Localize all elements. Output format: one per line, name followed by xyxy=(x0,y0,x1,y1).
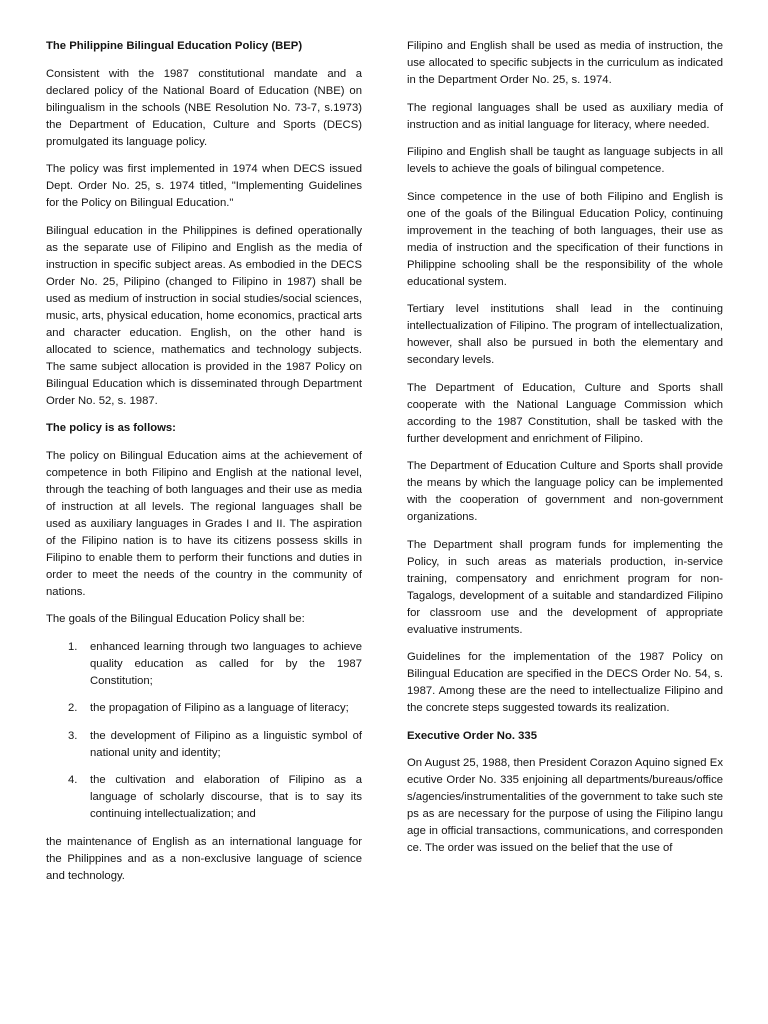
goal-item: 1. enhanced learning through two languages to achieve quality education as called for by the 1987 Constitution; xyxy=(68,640,362,687)
paragraph-executive-order: On August 25, 1988, then President Corazon Aquino signed Executive Order No. 335 enjoining all departments/bureaus/offices/agencies/instrumentalities of the government to take such steps as are necessary for the purpose of using the Filipino language in official transactions, communications, and correspondence. The order was issued on the belief that the use of xyxy=(407,757,723,854)
paragraph-language-commission: The Department of Education, Culture and Sports shall cooperate with the National Language Commission which according to the 1987 Constitution, shall be tasked with the further development and enrichment of Filipino. xyxy=(407,381,723,445)
goal-item: 4. the cultivation and elaboration of Filipino as a language of scholarly discourse, that is to say its continuing intellectualization; and xyxy=(68,774,362,820)
paragraph-definition: Bilingual education in the Philippines is defined operationally as the separate use of Filipino and English as the media of instruction in specific subject areas. As embodied in the DECS Order No. 25, Pilipino (changed to Filipino in 1987) shall be used as medium of instruction in social studies/social sciences, music, arts, physical education, home economics, practical arts and character education. English, on the other hand is allocated to science, mathematics and technology subjects. The same subject allocation is provided in the 1987 Policy on Bilingual Education which is disseminated through Department Order No. 52, s. 1987. xyxy=(46,224,362,407)
paragraph-english-maintenance: the maintenance of English as an international language for the Philippines and as a non-exclusive language of science and technology. xyxy=(46,835,362,882)
policy-heading: The policy is as follows: xyxy=(46,422,176,434)
paragraph-tertiary: Tertiary level institutions shall lead in the continuing intellectualization of Filipino. The program of intellectualization, however, shall also be pursued in both the elementary and secondary levels. xyxy=(407,303,723,366)
goals-list xyxy=(46,639,362,824)
paragraph-regional-languages: The regional languages shall be used as auxiliary media of instruction and as initial language for literacy, where needed. xyxy=(407,101,723,131)
paragraph-constitutional-mandate: Consistent with the 1987 constitutional mandate and a declared policy of the National Board of Education (NBE) on bilingualism in the schools (NBE Resolution No. 73-7, s.1973) the Department of Education, Culture and Sports (DECS) promulgated its language policy. xyxy=(46,67,362,148)
paragraph-first-implementation: The policy was first implemented in 1974 when DECS issued Dept. Order No. 25, s. 1974 titled, "Implementing Guidelines for the Policy on Bilingual Education." xyxy=(46,163,362,209)
goal-item: 2. the propagation of Filipino as a language of literacy; xyxy=(68,702,349,714)
goal-item: 3. the development of Filipino as a linguistic symbol of national unity and identity; xyxy=(68,729,362,759)
paragraph-means: The Department of Education Culture and Sports shall provide the means by which the language policy can be implemented with the cooperation of government and non-government organizations. xyxy=(407,460,723,523)
document-title: The Philippine Bilingual Education Policy (BEP) xyxy=(46,40,303,52)
paragraph-guidelines: Guidelines for the implementation of the 1987 Policy on Bilingual Education are specified in the DECS Order No. 54, s. 1987. Among these are the need to intellectualize Filipino and the concrete steps suggested towards its realization. xyxy=(407,651,723,714)
executive-order-heading: Executive Order No. 335 xyxy=(407,729,537,742)
left-column xyxy=(46,38,362,895)
paragraph-competence: Since competence in the use of both Filipino and English is one of the goals of the Bilingual Education Policy, continuing improvement in the teaching of both languages, their use as media of instruction and the specification of their functions in Philippine schooling shall be the responsibility of the whole educational system. xyxy=(407,190,723,288)
goals-intro: The goals of the Bilingual Education Policy shall be: xyxy=(46,613,305,625)
paragraph-policy-aims: The policy on Bilingual Education aims at the achievement of competence in both Filipino and English at the national level, through the teaching of both languages and their use as media of instruction at all levels. The regional languages shall be used as auxiliary languages in Grades I and II. The aspiration of the Filipino nation is to have its citizens possess skills in Filipino to enable them to perform their functions and duties in order to meet the needs of the country in the community of nations. xyxy=(46,449,362,598)
paragraph-language-subjects: Filipino and English shall be taught as language subjects in all levels to achieve the goals of bilingual competence. xyxy=(407,146,723,175)
right-column xyxy=(407,38,723,868)
paragraph-media-of-instruction: Filipino and English shall be used as media of instruction, the use allocated to specific subjects in the curriculum as indicated in the Department Order No. 25, s. 1974. xyxy=(407,40,723,86)
paragraph-funds: The Department shall program funds for implementing the Policy, in such areas as materials production, in-service training, compensatory and enrichment program for non-Tagalogs, development of a suitable and standardized Filipino for classroom use and the development of appropriate evaluative instruments. xyxy=(407,538,723,636)
